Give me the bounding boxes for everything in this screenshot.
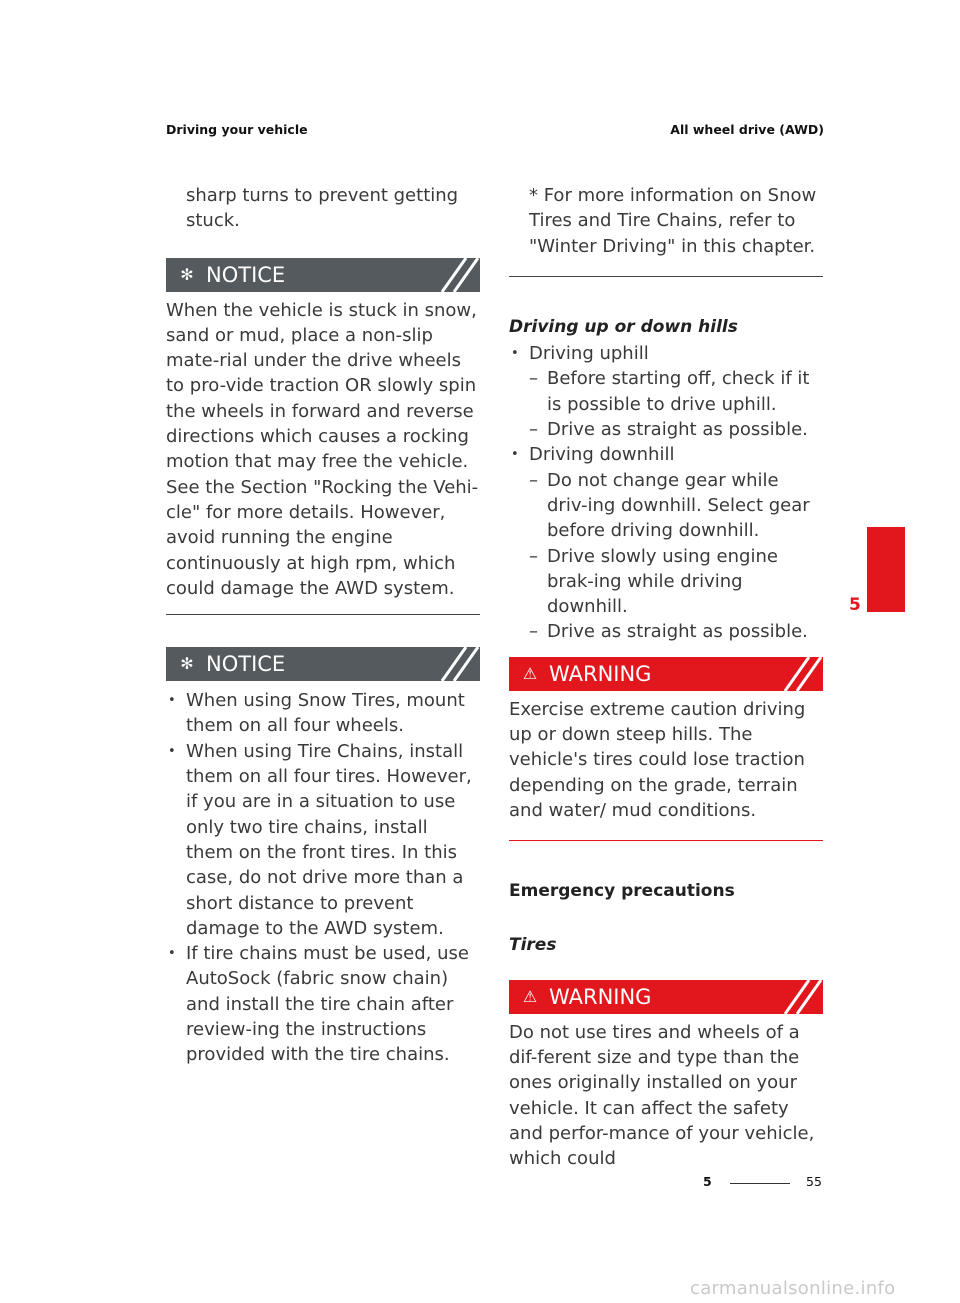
warning-text-2: Do not use tires and wheels of a dif-ferent size and type than the ones originally installed on your vehicle. It can affect the safety and perfor-mance of your vehicle, which could	[509, 1021, 815, 1170]
warning-banner-2	[509, 980, 823, 1014]
uphill-sublist	[509, 366, 823, 442]
notice-banner-2	[166, 647, 480, 681]
hills-heading: Driving up or down hills	[509, 316, 738, 337]
uphill-label: Driving uphill	[529, 343, 649, 365]
list-item	[509, 341, 823, 366]
list-item: – Drive slowly using engine brak-ing while driving downhill.	[529, 545, 778, 618]
list-item: • When using Snow Tires, mount them on all four wheels.	[166, 688, 480, 739]
warning-triangle-icon: ⚠	[522, 986, 538, 1006]
warning-label-2: WARNING	[549, 984, 652, 1009]
warning-text-1: Exercise extreme caution driving up or down steep hills. The vehicle's tires could lose traction depending on the grade, terrain and water/ mud conditions.	[509, 698, 806, 821]
intro-text: sharp turns to prevent getting stuck.	[186, 185, 459, 232]
running-header-section: Driving your vehicle	[166, 122, 308, 137]
list-item: – Drive as straight as possible.	[529, 621, 808, 643]
downhill-label: Driving downhill	[529, 444, 675, 466]
notice-banner-1	[166, 258, 480, 292]
tires-heading: Tires	[509, 934, 557, 955]
notice-text-1: When the vehicle is stuck in snow, sand or mud, place a non-slip mate-rial under the drive wheels to pro-vide traction OR slowly spin the wheels in forward and reverse directions which causes a rocking motion that may free the vehicle. See the Section "Rocking the Vehi-cle" for more details. However, avoid running the engine continuously at high rpm, which could damage the AWD system.	[166, 299, 479, 599]
list-item: • If tire chains must be used, use AutoSock (fabric snow chain) and install the tire chain after review-ing the instructions provided with the tire chains.	[166, 941, 480, 1067]
notice-list-2	[166, 688, 480, 1067]
chapter-tab	[867, 527, 905, 612]
footnote-text: * For more information on Snow Tires and Tire Chains, refer to "Winter Driving" in this chapter.	[529, 185, 817, 257]
gear-icon: ✻	[180, 264, 194, 284]
chapter-tab-number: 5	[849, 595, 861, 615]
slash-stripes-icon	[777, 980, 823, 1014]
list-item: – Do not change gear while driv-ing downhill. Select gear before driving downhill.	[529, 469, 810, 542]
list-item	[509, 442, 823, 467]
warning-banner-1	[509, 657, 823, 691]
emergency-heading: Emergency precautions	[509, 881, 735, 902]
list-item: – Drive as straight as possible.	[529, 419, 808, 441]
slash-stripes-icon	[434, 647, 480, 681]
gear-icon: ✻	[180, 654, 194, 674]
right-column	[509, 183, 823, 1172]
list-item: • When using Tire Chains, install them on all four tires. However, if you are in a situation to use only two tire chains, install them on the front tires. In this case, do not drive more than a short distance to prevent damage to the AWD system.	[166, 739, 480, 941]
list-item: – Before starting off, check if it is possible to drive uphill.	[529, 368, 810, 415]
footer-page-number: 55	[806, 1174, 822, 1189]
slash-stripes-icon	[777, 657, 823, 691]
hills-list-2	[509, 442, 823, 467]
notice-label-2: NOTICE	[206, 652, 286, 677]
notice-label-1: NOTICE	[206, 262, 286, 287]
warning-label-1: WARNING	[549, 661, 652, 686]
slash-stripes-icon	[434, 258, 480, 292]
watermark: carmanualsonline.info	[690, 1278, 896, 1299]
footer-rule	[730, 1183, 790, 1184]
downhill-sublist	[509, 468, 823, 645]
footer-chapter: 5	[703, 1174, 712, 1189]
warning-triangle-icon: ⚠	[522, 663, 538, 683]
left-column	[166, 183, 480, 1068]
running-header-topic: All wheel drive (AWD)	[670, 122, 824, 137]
hills-list	[509, 341, 823, 366]
